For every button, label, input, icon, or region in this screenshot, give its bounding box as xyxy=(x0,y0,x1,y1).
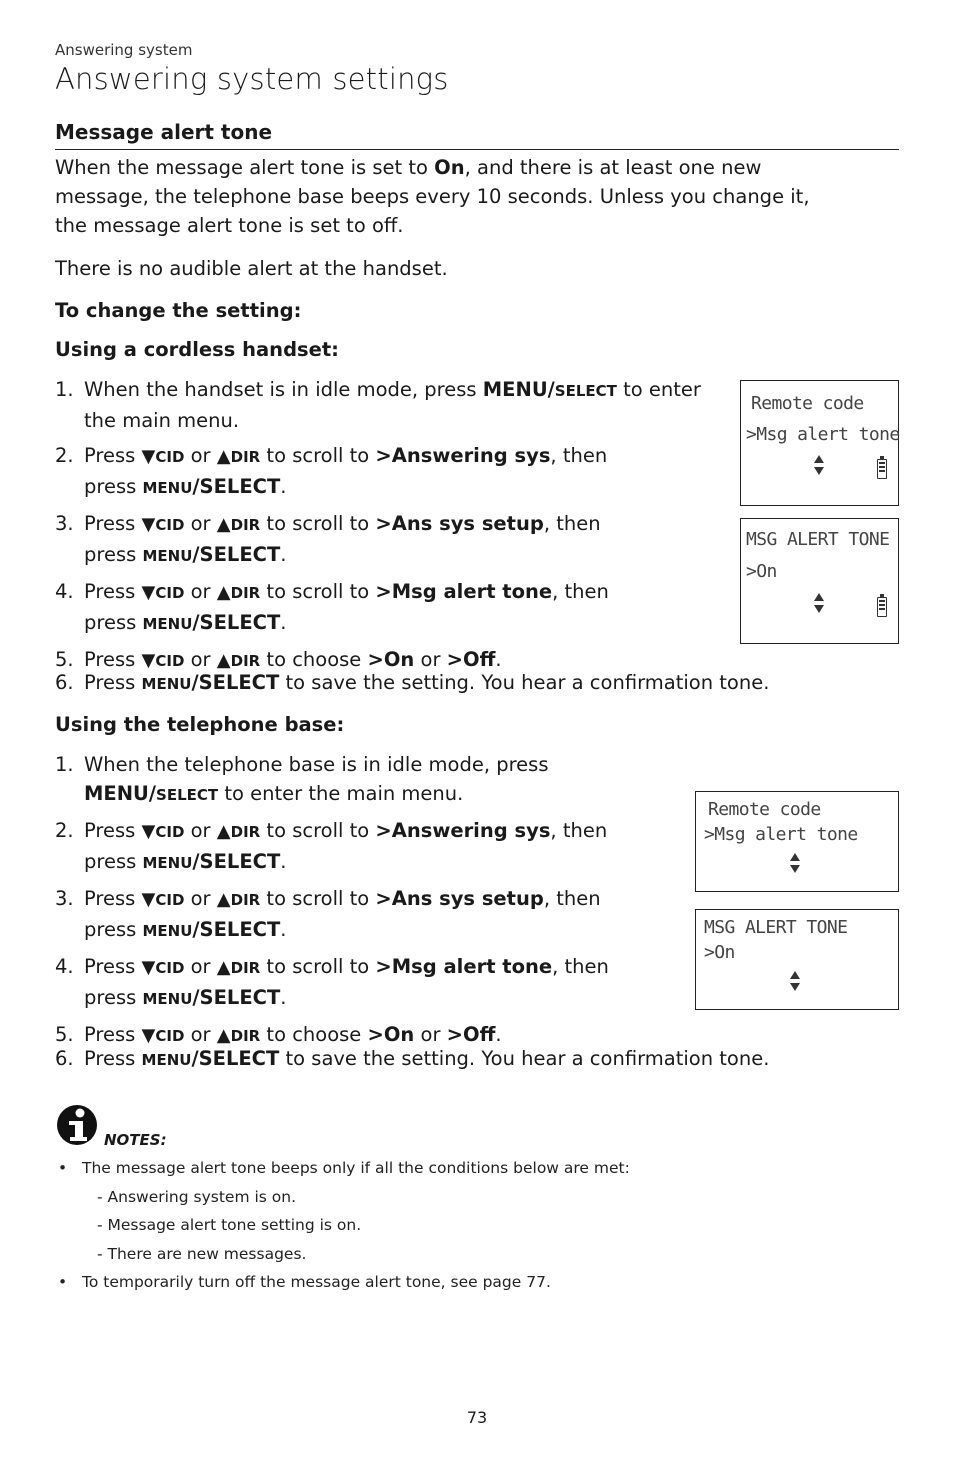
handset-heading: Using a cordless handset: xyxy=(55,338,339,361)
change-heading: To change the setting: xyxy=(55,299,302,322)
up-triangle-icon: ▲ xyxy=(216,582,231,603)
breadcrumb: Answering system xyxy=(55,41,193,59)
list-item: 2. Press ▼CID or ▲DIR to scroll to >Answering sys, then press MENU/SELECT. xyxy=(55,819,608,873)
bullet-icon: • xyxy=(58,1159,68,1177)
battery-icon xyxy=(877,459,887,479)
down-triangle-icon: ▼ xyxy=(141,821,156,842)
scroll-arrows-icon xyxy=(813,454,825,476)
intro-paragraph: When the message alert tone is set to On, and there is at least one new message, the telephone base beeps every 10 seconds. Unless you change it, the message alert tone is set to off. xyxy=(55,156,810,237)
down-triangle-icon: ▼ xyxy=(141,957,156,978)
note-item: The message alert tone beeps only if all the conditions below are met: xyxy=(82,1159,630,1177)
up-triangle-icon: ▲ xyxy=(216,889,231,910)
page-title: Answering system settings xyxy=(55,62,449,96)
battery-icon xyxy=(877,597,887,617)
scroll-arrows-icon xyxy=(789,970,801,992)
down-triangle-icon: ▼ xyxy=(141,514,156,535)
up-triangle-icon: ▲ xyxy=(216,821,231,842)
list-item: 4. Press ▼CID or ▲DIR to scroll to >Msg alert tone, then press MENU/SELECT. xyxy=(55,955,609,1009)
list-item: 2. Press ▼CID or ▲DIR to scroll to >Answering sys, then press MENU/SELECT. xyxy=(55,444,608,498)
info-icon xyxy=(56,1104,98,1146)
note-subitem: - Message alert tone setting is on. xyxy=(97,1216,362,1234)
base-steps xyxy=(55,750,695,1057)
list-item: 3. Press ▼CID or ▲DIR to scroll to >Ans sys setup, then press MENU/SELECT. xyxy=(55,512,601,566)
section-divider xyxy=(55,149,899,150)
list-item: 1. When the telephone base is in idle mode, press MENU/SELECT to enter the main menu. xyxy=(55,753,549,805)
scroll-arrows-icon xyxy=(789,852,801,874)
up-triangle-icon: ▲ xyxy=(216,1025,231,1046)
up-triangle-icon: ▲ xyxy=(216,957,231,978)
list-item: 3. Press ▼CID or ▲DIR to scroll to >Ans sys setup, then press MENU/SELECT. xyxy=(55,887,601,941)
base-heading: Using the telephone base: xyxy=(55,713,345,736)
base-screen-menu: Remote code >Msg alert tone xyxy=(695,791,899,892)
list-item: 4. Press ▼CID or ▲DIR to scroll to >Msg alert tone, then press MENU/SELECT. xyxy=(55,580,609,634)
down-triangle-icon: ▼ xyxy=(141,889,156,910)
no-alert-paragraph: There is no audible alert at the handset. xyxy=(55,257,448,280)
down-triangle-icon: ▼ xyxy=(141,650,156,671)
handset-screen-alert: MSG ALERT TONE >On xyxy=(740,518,899,644)
down-triangle-icon: ▼ xyxy=(141,582,156,603)
handset-step-6: 6. Press MENU/SELECT to save the setting. You hear a confirmation tone. xyxy=(55,671,770,694)
down-triangle-icon: ▼ xyxy=(141,1025,156,1046)
note-item: To temporarily turn off the message alert tone, see page 77. xyxy=(82,1273,551,1291)
page-number: 73 xyxy=(466,1408,488,1427)
handset-steps xyxy=(55,375,745,682)
scroll-arrows-icon xyxy=(813,592,825,614)
list-item: 5. Press ▼CID or ▲DIR to choose >On or >Off. xyxy=(55,1023,502,1046)
section-title: Message alert tone xyxy=(55,120,273,144)
bullet-icon: • xyxy=(58,1273,68,1291)
note-subitem: - There are new messages. xyxy=(97,1245,307,1263)
up-triangle-icon: ▲ xyxy=(216,446,231,467)
list-item: 1. When the handset is in idle mode, press MENU/SELECT to enter the main menu. xyxy=(55,378,701,432)
up-triangle-icon: ▲ xyxy=(216,514,231,535)
notes-label: NOTES: xyxy=(104,1131,167,1149)
note-subitem: - Answering system is on. xyxy=(97,1188,297,1206)
base-step-6: 6. Press MENU/SELECT to save the setting. You hear a confirmation tone. xyxy=(55,1047,770,1070)
handset-screen-menu: Remote code >Msg alert tone xyxy=(740,380,899,506)
up-triangle-icon: ▲ xyxy=(216,650,231,671)
base-screen-alert: MSG ALERT TONE >On xyxy=(695,909,899,1010)
list-item: 5. Press ▼CID or ▲DIR to choose >On or >Off. xyxy=(55,648,502,671)
down-triangle-icon: ▼ xyxy=(141,446,156,467)
